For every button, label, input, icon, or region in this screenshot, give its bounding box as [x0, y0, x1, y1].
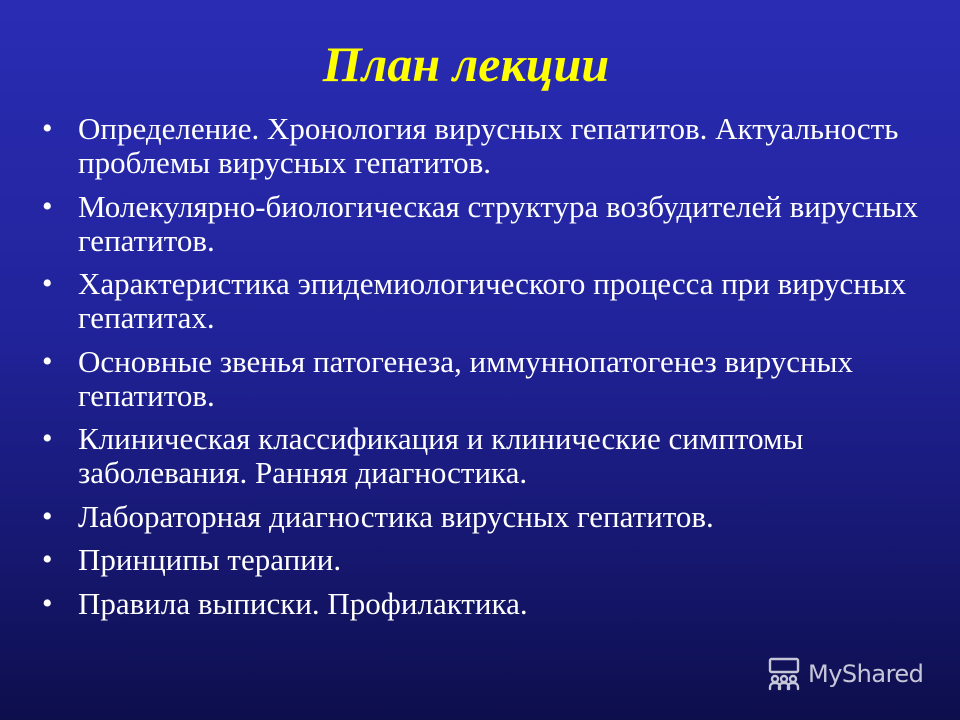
classroom-icon: [766, 656, 802, 692]
bullet-dot-icon: •: [42, 543, 53, 576]
bullet-list: [42, 112, 932, 630]
bullet-item: [42, 422, 932, 490]
bullet-text: Характеристика эпидемиологического процесса при вирусных гепатитах.: [78, 266, 907, 335]
bullet-text: Лабораторная диагностика вирусных гепатитов.: [78, 498, 714, 534]
bullet-dot-icon: •: [42, 344, 53, 378]
bullet-text: Правила выписки. Профилактика.: [78, 585, 528, 621]
slide-title: План лекции: [322, 36, 610, 92]
watermark-text: MyShared: [808, 660, 924, 688]
bullet-item: [42, 543, 932, 577]
bullet-item: [42, 587, 932, 621]
bullet-dot-icon: •: [42, 422, 53, 455]
bullet-text: Принципы терапии.: [78, 542, 342, 577]
bullet-dot-icon: •: [42, 586, 53, 620]
bullet-item: [42, 500, 932, 534]
watermark-logo[interactable]: [766, 654, 923, 694]
bullet-text: Определение. Хронология вирусных гепатитов. Актуальность проблемы вирусных гепатитов.: [78, 111, 899, 180]
bullet-text: Клиническая классификация и клинические симптомы заболевания. Ранняя диагностика.: [78, 421, 804, 490]
bullet-text: Основные звенья патогенеза, иммуннопатогенез вирусных гепатитов.: [78, 343, 853, 413]
bullet-dot-icon: •: [42, 499, 53, 533]
bullet-text: Молекулярно-биологическая структура возбудителей вирусных гепатитов.: [78, 188, 919, 258]
bullet-item: [42, 190, 932, 258]
bullet-dot-icon: •: [42, 189, 53, 223]
bullet-dot-icon: •: [42, 267, 53, 300]
bullet-item: [42, 267, 932, 335]
bullet-item: [42, 345, 932, 413]
bullet-dot-icon: •: [42, 112, 53, 145]
bullet-item: [42, 112, 932, 180]
